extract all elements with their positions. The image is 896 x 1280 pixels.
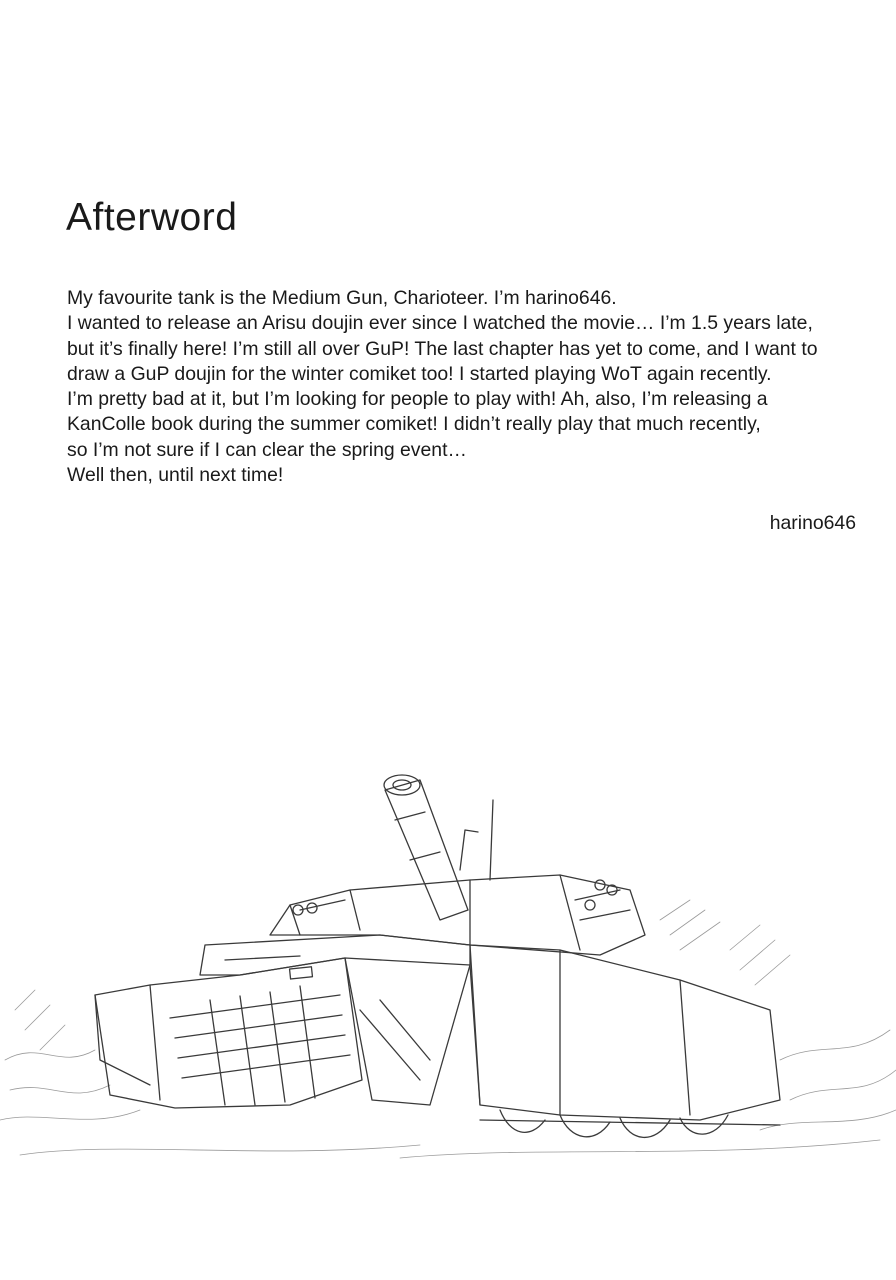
body-line: I’m pretty bad at it, but I’m looking for people to play with! Ah, also, I’m releasing a bbox=[67, 388, 768, 411]
body-line: so I’m not sure if I can clear the spring event… bbox=[67, 438, 467, 461]
body-line: I wanted to release an Arisu doujin ever since I watched the movie… I’m 1.5 years late, bbox=[67, 312, 813, 335]
body-line: KanColle book during the summer comiket! I didn’t really play that much recently, bbox=[67, 413, 761, 436]
tank-illustration bbox=[0, 760, 896, 1180]
page-title: Afterword bbox=[66, 196, 238, 239]
body-line: draw a GuP doujin for the winter comiket too! I started playing WoT again recently. bbox=[67, 362, 772, 385]
hull-front bbox=[200, 935, 470, 1105]
body-line: Well then, until next time! bbox=[67, 464, 284, 487]
right-track bbox=[470, 945, 780, 1137]
body-line: but it’s finally here! I’m still all over GuP! The last chapter has yet to come, and I want to bbox=[67, 337, 818, 360]
left-track bbox=[95, 958, 362, 1108]
turret bbox=[270, 800, 645, 955]
ground-strokes bbox=[0, 900, 896, 1158]
tank-sketch-icon bbox=[0, 760, 896, 1180]
afterword-body bbox=[67, 286, 867, 488]
gun-barrel bbox=[384, 775, 468, 920]
body-line: My favourite tank is the Medium Gun, Charioteer. I’m harino646. bbox=[67, 287, 617, 309]
author-signature: harino646 bbox=[769, 512, 856, 534]
